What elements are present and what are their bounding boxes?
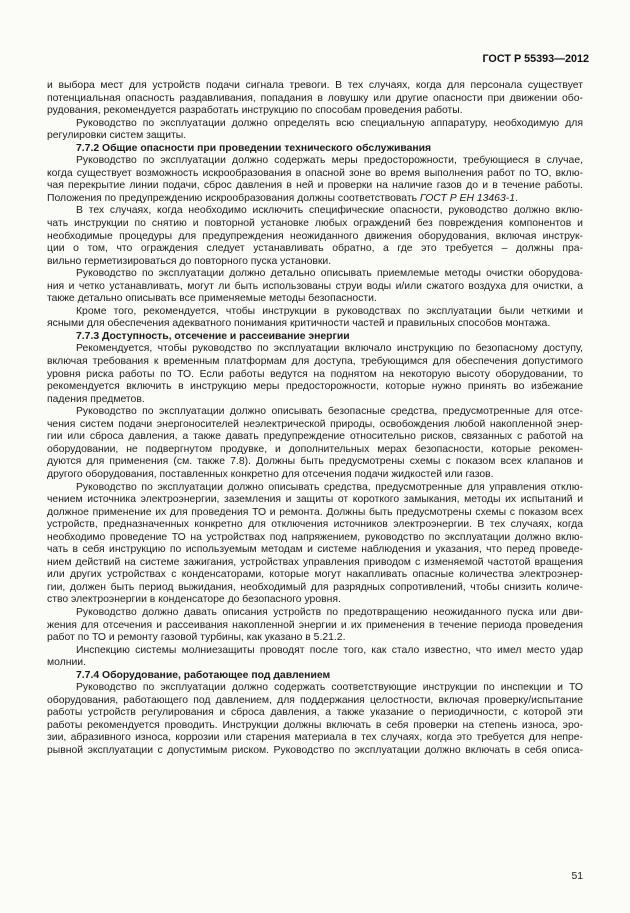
paragraph-line: оборудовании, не подвергнутом продувке, и дополнительных мерах безопасности, которые рекомен- xyxy=(47,443,583,455)
paragraph-line: устройств, предназначенных конкретно для отключения источников электроэнергии. В тех случаях, когда xyxy=(47,519,583,531)
paragraph-line: падения предметов. xyxy=(47,393,145,405)
paragraph-line: ство электроэнергии в конденсаторе до безопасного уровня. xyxy=(47,594,341,606)
paragraph: Инспекцию системы молниезащиты проводят после того, как стало известно, что имел место удар xyxy=(76,644,583,656)
paragraph-line: уровня риска работы по ТО. Если работы ведутся на поднятом на некоторую высоту оборудовании, то xyxy=(47,368,583,380)
section-heading-7-7-3: 7.7.3 Доступность, отсечение и рассеивание энергии xyxy=(76,330,350,342)
paragraph-line: гии, должен быть период выжидания, необходимый для разрядных сопротивлений, чтобы снизить количе- xyxy=(47,581,583,593)
paragraph-line: чения систем подачи энергоносителей неэлектрической природы, освобождения любой накопленной энер- xyxy=(47,418,583,430)
paragraph-line: необходимо проведение ТО на устройствах под напряжением, руководство по эксплуатации должно вклю- xyxy=(47,531,583,543)
paragraph-line: рывной эксплуатации с допустимым риском. Руководство по эксплуатации должно включать в себя описа- xyxy=(47,744,583,756)
paragraph-line: или других устройствах с конденсаторами, которые могут накапливать опасные количества электроэнер- xyxy=(47,569,583,581)
paragraph: Руководство по эксплуатации должно описывать средства, предусмотренные для управления отклю- xyxy=(76,481,583,493)
section-heading-7-7-4: 7.7.4 Оборудование, работающее под давлением xyxy=(76,669,331,681)
paragraph-line: чать в себя инструкцию по используемым методам и системе наблюдения и указания, что перед проведе- xyxy=(47,544,583,556)
paragraph: Руководство по эксплуатации должно содержать соответствующие инструкции по инспекции и ТО xyxy=(76,682,583,694)
standard-reference: ГОСТ Р ЕН 13463-1 xyxy=(419,192,515,204)
paragraph-line: рекомендуется включить в инструкцию меры предосторожности, которые нужно принять во избежание xyxy=(47,381,583,393)
paragraph: Рекомендуется, чтобы руководство по эксплуатации включало инструкцию по безопасному доступу, xyxy=(76,343,583,355)
paragraph-line: регулировки систем защиты. xyxy=(47,130,187,142)
paragraph-line: вильно герметизироваться до повторного пуска установки. xyxy=(47,255,332,267)
paragraph-line: Положения по предупреждению искрообразования должны соответствовать ГОСТ Р ЕН 13463-1. xyxy=(47,192,518,204)
paragraph-line: зии, абразивного износа, коррозии или старения материала в тех случаях, когда это требуется для непре- xyxy=(47,732,583,744)
paragraph: Руководство по эксплуатации должно содержать меры предосторожности, требующиеся в случае, xyxy=(76,155,583,167)
paragraph: и выбора мест для устройств подачи сигнала тревоги. В тех случаях, когда для персонала существует потенциальная опасность раздавливания, попадания в ловушку или другие опасности при движении обо- xyxy=(47,80,583,104)
paragraph-line: нием действий на системе зажигания, устройствах управления приводом с изменяемой частотой вращения xyxy=(47,556,583,568)
document-header: ГОСТ Р 55393—2012 xyxy=(482,53,589,65)
paragraph-line: работы устройств регулирования и сброса давления, а также указание о периодичности, с которой эти xyxy=(47,707,583,719)
paragraph-line: рудования, рекомендуется разработать инструкцию по способам проведения работы. xyxy=(47,105,463,117)
paragraph-line: необходимые процедуры для предупреждения неожиданного движения оборудования, включая инструк- xyxy=(47,230,583,242)
paragraph-line: должное применение их для проведения ТО и ремонта. Должны быть предусмотрены схемы с показом всех xyxy=(47,506,583,518)
paragraph: Кроме того, рекомендуется, чтобы инструкции в руководствах по эксплуатации были четкими и xyxy=(76,305,583,317)
page-content xyxy=(47,80,583,758)
paragraph-line: оборудования, работающего под давлением, для поддержания целостности, включая проверку/испытание xyxy=(47,694,583,706)
paragraph: Руководство должно давать описания устройств по предотвращению неожиданного пуска или дви- xyxy=(76,606,583,618)
paragraph-line: когда существует возможность искрообразования в опасной зоне во время выполнения работ по ТО, вклю- xyxy=(47,167,583,179)
page-number: 51 xyxy=(571,871,583,882)
paragraph: В тех случаях, когда необходимо исключить специфические опасности, руководство должно вклю- xyxy=(76,205,583,217)
paragraph-line: также детально описывать все применяемые методы безопасности. xyxy=(47,293,377,305)
paragraph-line: ции о том, что ограждения следует устанавливать обратно, а где это требуется – должны пра- xyxy=(47,243,583,255)
paragraph: Руководство по эксплуатации должно описывать безопасные средства, предусмотренные для отсе- xyxy=(76,406,583,418)
paragraph-line: дуются для применения (см. также 7.8). Должны быть предусмотрены схемы с показом всех клапанов и xyxy=(47,456,583,468)
paragraph-line: жения для отсечения и рассеивания накопленной энергии и их применения в течение периода проведения xyxy=(47,619,583,631)
paragraph-line: чать инструкции по снятию и повторной установке любых ограждений без повреждения компонентов и xyxy=(47,218,583,230)
paragraph-line: чением источника электроэнергии, заземления и защиты от короткого замыкания, методы их испытаний и xyxy=(47,494,583,506)
paragraph-line: работы рекомендуется проводить. Инструкции должны включать в себя проверки на степень износа, эро- xyxy=(47,719,583,731)
paragraph-line: другого оборудования, поставленных конкретно для отсечения подачи жидкостей или газов. xyxy=(47,468,494,480)
paragraph-line: чая перекрытие линии подачи, сброс давления в ней и проверки на наличие газов до и в течение работы. xyxy=(47,180,583,192)
paragraph: Руководство по эксплуатации должно детально описывать приемлемые методы очистки оборудова- xyxy=(76,268,583,280)
paragraph-line: молнии. xyxy=(47,657,86,669)
paragraph-line: работ по ТО и ремонту газовой турбины, как указано в 5.21.2. xyxy=(47,632,346,644)
paragraph-line: гии или сброса давления, а также давать предупреждение относительно рисков, связанных с работой на xyxy=(47,431,583,443)
section-heading-7-7-2: 7.7.2 Общие опасности при проведении технического обслуживания xyxy=(76,142,432,154)
paragraph-line: включая требования к временным платформам для доступа, требующимся для обеспечения допустимого xyxy=(47,356,583,368)
paragraph-line: ясными для обеспечения адекватного понимания критичности частей и правильных способов монтажа. xyxy=(47,318,551,330)
paragraph-line: ния и четко устанавливать, могут ли быть использованы струи воды и/или сжатого воздуха для очистки, а xyxy=(47,280,583,292)
paragraph: Руководство по эксплуатации должно определять всю специальную аппаратуру, необходимую для xyxy=(76,117,583,129)
